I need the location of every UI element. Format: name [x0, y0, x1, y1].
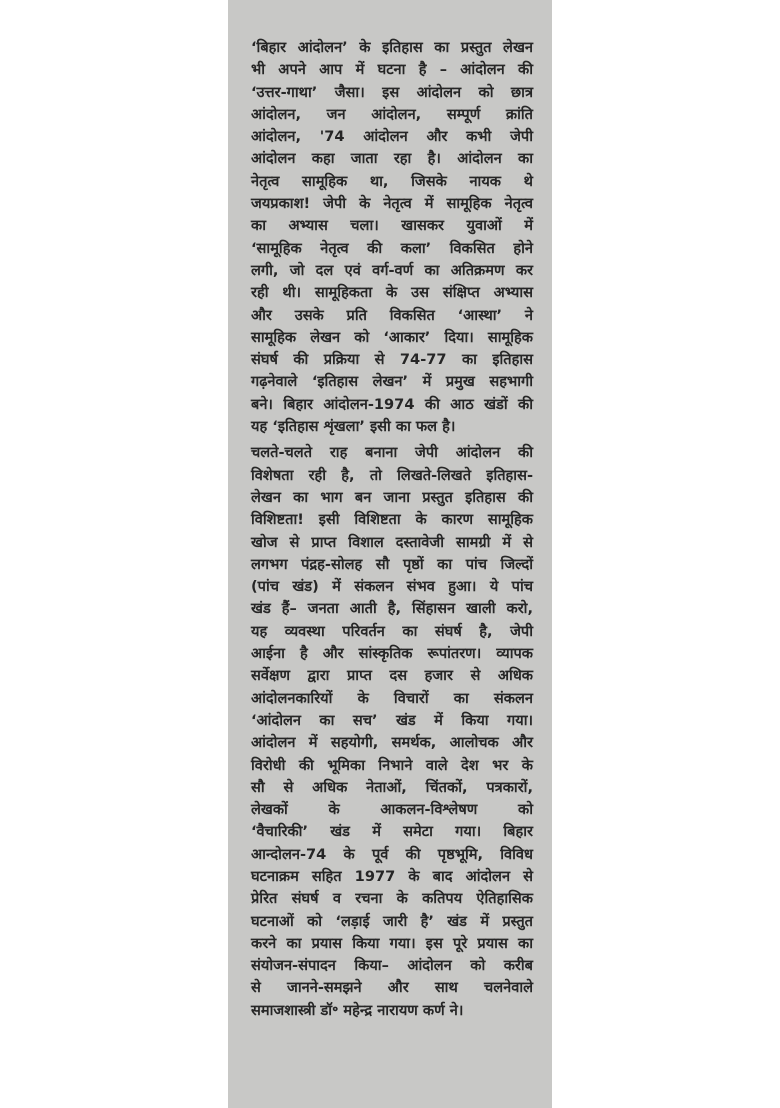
text-line: गढ़नेवाले ‘इतिहास लेखन’ में प्रमुख सहभागी — [251, 373, 533, 391]
text-line: यह ‘इतिहास शृंखला’ इसी का फल है। — [251, 418, 456, 436]
paragraph-1 — [251, 37, 533, 438]
text-line: आंदोलनकारियों के विचारों का संकलन — [251, 689, 533, 707]
text-line: लेखन का भाग बन जाना प्रस्तुत इतिहास की — [251, 488, 533, 506]
text-line: लगभग पंद्रह-सोलह सौ पृष्ठों का पांच जिल्दों — [251, 555, 533, 573]
text-line: (पांच खंड) में संकलन संभव हुआ। ये पांच — [251, 578, 533, 596]
text-line: सर्वेक्षण द्वारा प्राप्त दस हजार से अधिक — [251, 667, 533, 685]
text-line: घटनाओं को ‘लड़ाई जारी है’ खंड में प्रस्तुत — [251, 912, 533, 930]
text-line: विशिष्टता! इसी विशिष्टता के कारण सामूहिक — [251, 511, 533, 529]
paragraph-2 — [251, 442, 533, 1022]
text-line: आंदोलन, '74 आंदोलन और कभी जेपी — [251, 128, 533, 146]
text-line: रही थी। सामूहिकता के उस संक्षिप्त अभ्यास — [251, 284, 533, 302]
text-line: ‘वैचारिकी’ खंड में समेटा गया। बिहार — [251, 823, 533, 841]
text-line: सौ से अधिक नेताओं, चिंतकों, पत्रकारों, — [251, 778, 533, 796]
flap-text — [251, 37, 533, 1022]
text-line: समाजशास्त्री डॉ॰ महेन्द्र नारायण कर्ण ने। — [251, 1001, 464, 1019]
text-line: संयोजन-संपादन किया– आंदोलन को करीब — [251, 957, 533, 975]
text-line: आंदोलन में सहयोगी, समर्थक, आलोचक और — [251, 734, 533, 752]
text-line: आन्दोलन-74 के पूर्व की पृष्ठभूमि, विविध — [251, 845, 533, 863]
text-line: यह व्यवस्था परिवर्तन का संघर्ष है, जेपी — [251, 622, 533, 640]
text-line: से जानने-समझने और साथ चलनेवाले — [251, 979, 533, 997]
text-line: का अभ्यास चला। खासकर युवाओं में — [251, 217, 533, 235]
text-line: ‘आंदोलन का सच’ खंड में किया गया। — [251, 711, 533, 729]
text-line: घटनाक्रम सहित 1977 के बाद आंदोलन से — [251, 867, 533, 885]
text-line: भी अपने आप में घटना है – आंदोलन की — [251, 61, 533, 79]
text-line: खोज से प्राप्त विशाल दस्तावेजी सामग्री में से — [251, 533, 533, 551]
text-line: जयप्रकाश! जेपी के नेतृत्व में सामूहिक नेतृत्व — [251, 195, 533, 213]
text-line: खंड हैं– जनता आती है, सिंहासन खाली करो, — [251, 600, 533, 618]
text-line: ‘उत्तर-गाथा’ जैसा। इस आंदोलन को छात्र — [251, 83, 533, 101]
text-line: नेतृत्व सामूहिक था, जिसके नायक थे — [251, 172, 533, 190]
text-line: बने। बिहार आंदोलन-1974 की आठ खंडों की — [251, 395, 533, 413]
text-line: और उसके प्रति विकसित ‘आस्था’ ने — [251, 306, 533, 324]
text-line: लगी, जो दल एवं वर्ग-वर्ण का अतिक्रमण कर — [251, 261, 533, 279]
text-line: विशेषता रही है, तो लिखते-लिखते इतिहास- — [251, 466, 533, 484]
text-line: विरोधी की भूमिका निभाने वाले देश भर के — [251, 756, 533, 774]
text-line: आंदोलन, जन आंदोलन, सम्पूर्ण क्रांति — [251, 105, 533, 123]
text-line: ‘बिहार आंदोलन’ के इतिहास का प्रस्तुत लेखन — [251, 39, 533, 56]
text-line: ‘सामूहिक नेतृत्व की कला’ विकसित होने — [251, 239, 533, 257]
text-line: आईना है और सांस्कृतिक रूपांतरण। व्यापक — [251, 645, 533, 663]
text-line: प्रेरित संघर्ष व रचना के कतिपय ऐतिहासिक — [251, 890, 533, 908]
text-line: आंदोलन कहा जाता रहा है। आंदोलन का — [251, 150, 533, 168]
text-line: सामूहिक लेखन को ‘आकार’ दिया। सामूहिक — [251, 328, 533, 346]
text-line: लेखकों के आकलन-विश्लेषण को — [251, 801, 533, 819]
text-line: संघर्ष की प्रक्रिया से 74-77 का इतिहास — [251, 351, 533, 369]
text-line: चलते-चलते राह बनाना जेपी आंदोलन की — [251, 444, 533, 462]
text-line: करने का प्रयास किया गया। इस पूरे प्रयास का — [251, 934, 533, 952]
